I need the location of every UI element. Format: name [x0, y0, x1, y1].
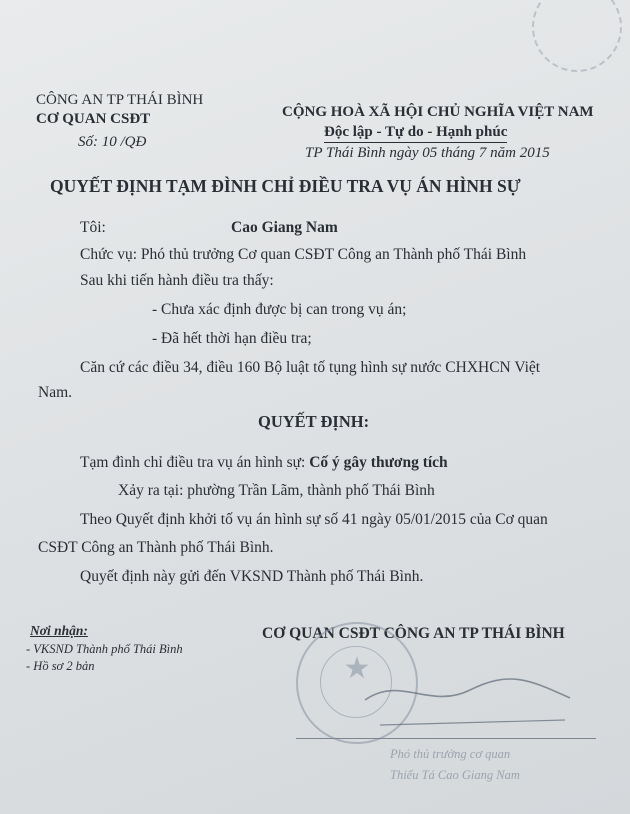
- issuer-name: Cao Giang Nam: [231, 219, 338, 236]
- issuer-position: Chức vụ: Phó thủ trưởng Cơ quan CSĐT Công an Thành phố Thái Bình: [80, 246, 527, 263]
- handwritten-signature: [360, 670, 580, 740]
- office-name: CƠ QUAN CSĐT: [36, 111, 151, 127]
- investigation-intro: Sau khi tiến hành điều tra thấy:: [80, 272, 274, 289]
- crime-name: Cố ý gây thương tích: [309, 454, 448, 471]
- recipient-item: - Hồ sơ 2 bản: [26, 659, 95, 673]
- national-motto: Độc lập - Tự do - Hạnh phúc: [324, 124, 507, 143]
- signature-line: [296, 738, 596, 739]
- reason-item: - Đã hết thời hạn điều tra;: [152, 330, 312, 347]
- suspend-statement: [80, 454, 448, 472]
- signer-title: Phó thủ trưởng cơ quan: [390, 747, 511, 761]
- suspend-prefix: Tạm đình chỉ điều tra vụ án hình sự:: [80, 454, 306, 471]
- decision-heading: QUYẾT ĐỊNH:: [258, 412, 370, 431]
- document-title: QUYẾT ĐỊNH TẠM ĐÌNH CHỈ ĐIỀU TRA VỤ ÁN HÌNH SỰ: [50, 176, 521, 196]
- official-seal: ★: [296, 622, 418, 744]
- recipients-label: Nơi nhận:: [30, 623, 88, 638]
- legal-basis: Căn cứ các điều 34, điều 160 Bộ luật tố tụng hình sự nước CHXHCN Việt: [80, 359, 541, 376]
- recipient-item: - VKSND Thành phố Thái Bình: [26, 642, 183, 656]
- reason-item: - Chưa xác định được bị can trong vụ án;: [152, 301, 407, 318]
- legal-basis-continued: Nam.: [38, 384, 73, 401]
- distribution-statement: Quyết định này gửi đến VKSND Thành phố Thái Bình.: [80, 568, 424, 585]
- document-number: Số: 10 /QĐ: [78, 134, 147, 150]
- signer-name: Thiếu Tá Cao Giang Nam: [390, 768, 520, 782]
- country-name: CỘNG HOÀ XÃ HỘI CHỦ NGHĨA VIỆT NAM: [282, 104, 594, 120]
- prosecution-reference-continued: CSĐT Công an Thành phố Thái Bình.: [38, 539, 274, 556]
- signing-office: CƠ QUAN CSĐT CÔNG AN TP THÁI BÌNH: [262, 625, 565, 642]
- place-and-date: TP Thái Bình ngày 05 tháng 7 năm 2015: [305, 145, 550, 161]
- corner-stamp: [532, 0, 622, 72]
- agency-name: CÔNG AN TP THÁI BÌNH: [36, 92, 204, 108]
- incident-location: Xảy ra tại: phường Trần Lãm, thành phố Thái Bình: [118, 482, 435, 499]
- issuer-label: Tôi:: [80, 219, 106, 236]
- prosecution-reference: Theo Quyết định khởi tố vụ án hình sự số 41 ngày 05/01/2015 của Cơ quan: [80, 511, 548, 528]
